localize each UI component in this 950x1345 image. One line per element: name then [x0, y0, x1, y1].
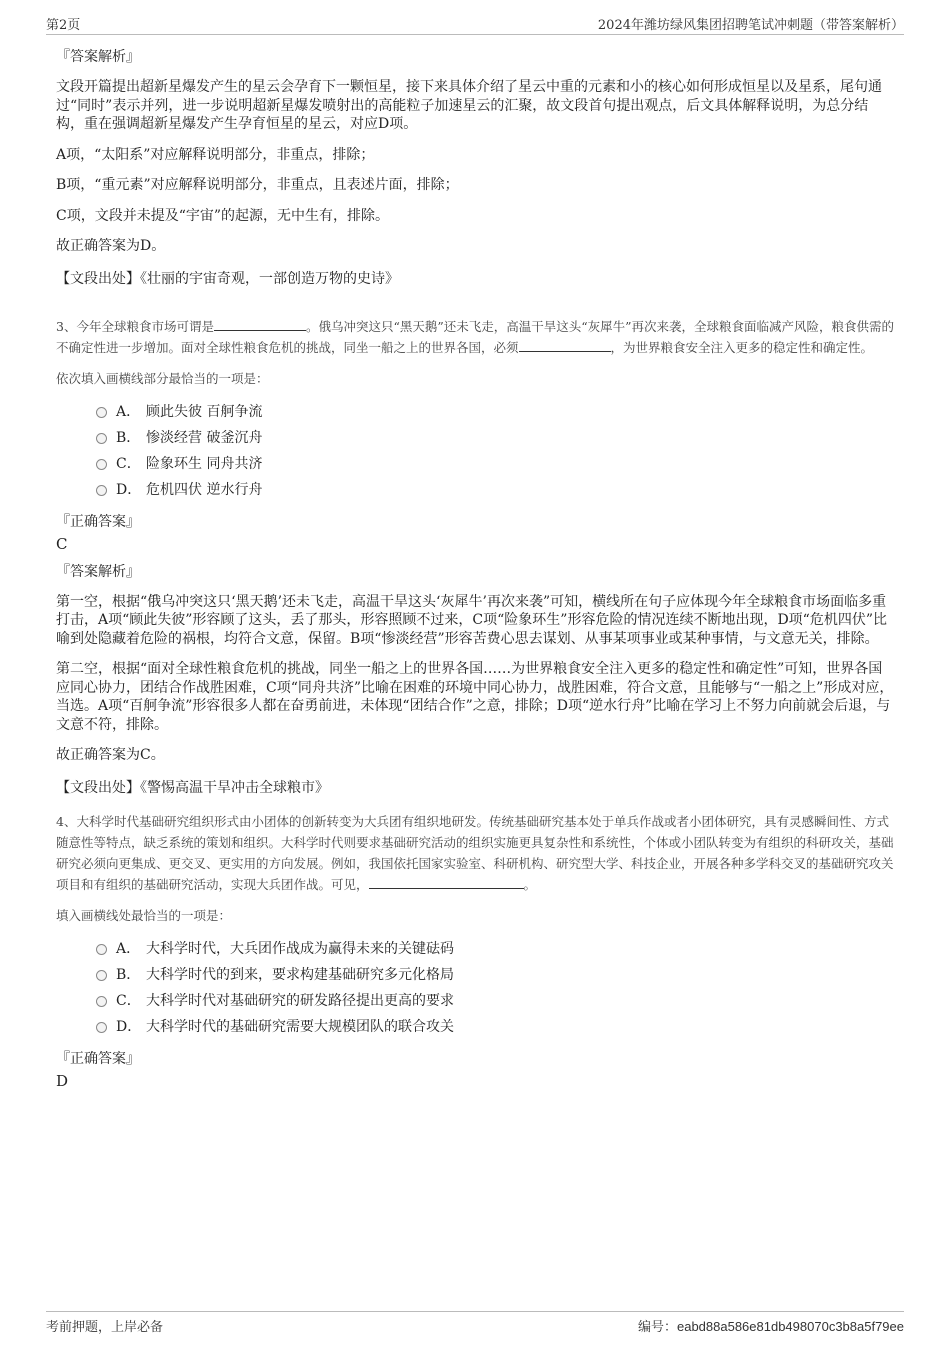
question-4-stem: 4、大科学时代基础研究组织形式由小团体的创新转变为大兵团有组织地研发。传统基础研究基本处于单兵作战或者小团体研究，具有灵感瞬间性、方式随意性等特点，缺乏系统的策划和组织。大科学时代则要求基础研究活动的组织实施更具复杂性和系统性，个体或小团队转变为有组织的科研攻关，基础研究必须向更集成、更交叉、更实用的方向发展。例如，我国依托国家实验室、科研机构、研究型大学、科技企业，开展各种多学科交叉的基础研究攻关项目和有组织的基础研究活动，实现大兵团作战。可见， 。	[56, 813, 894, 892]
question-3-stem: 3、今年全球粮食市场可谓是 。俄乌冲突这只“黑天鹅”还未飞走，高温干旱这头“灰犀牛”再次来袭，全球粮食面临减产风险，粮食供需的不确定性进一步增加。面对全球性粮食危机的挑战，同坐一船之上的世界各国，必须 ，为世界粮食安全注入更多的稳定性和确定性。	[56, 318, 895, 355]
analysis-option-a: A项，“太阳系”对应解释说明部分，非重点，排除；	[56, 146, 375, 163]
analysis-tag: 『答案解析』	[56, 563, 140, 580]
correct-answer: D	[56, 1071, 69, 1090]
radio-button[interactable]	[96, 970, 107, 981]
question-4-options	[96, 936, 896, 1040]
option-b[interactable]: B． 大科学时代的到来，要求构建基础研究多元化格局	[96, 962, 896, 988]
analysis-paragraph: 文段开篇提出超新星爆发产生的星云会孕育下一颗恒星，接下来具体介绍了星云中重的元素和小的核心如何形成恒星以及星系，尾句通过“同时”表示并列，进一步说明超新星爆发喷射出的高能粒子加速星云的汇聚，故文段首句提出观点，后文具体解释说明，为总分结构，重在强调超新星爆发产生孕育恒星的星云，对应D项。	[56, 79, 882, 132]
option-d[interactable]: D． 危机四伏 逆水行舟	[96, 477, 896, 503]
radio-button[interactable]	[96, 944, 107, 955]
analysis-option-b: B项，“重元素”对应解释说明部分，非重点，且表述片面，排除；	[56, 177, 459, 193]
analysis-paragraph-1: 第一空，根据“俄乌冲突这只‘黑天鹅’还未飞走，高温干旱这头‘灰犀牛’再次来袭”可知，横线所在句子应体现今年全球粮食市场面临多重打击，A项“顾此失彼”形容顾了这头，丢了那头，形容照顾不过来，C项“险象环生”形容危险的情况连续不断地出现，D项“危机四伏”比喻到处隐藏着危险的祸根，均符合文意，保留。B项“惨淡经营”形容苦费心思去谋划、从事某项事业或某种事情，与文意无关，排除。	[56, 593, 887, 647]
source-citation: 【文段出处】《壮丽的宇宙奇观，一部创造万物的史诗》	[56, 270, 399, 287]
page-footer	[46, 1311, 904, 1338]
option-b[interactable]: B． 惨淡经营 破釜沉舟	[96, 425, 896, 451]
radio-button[interactable]	[96, 1022, 107, 1033]
fill-blank	[369, 876, 524, 889]
option-a[interactable]: A． 顾此失彼 百舸争流	[96, 399, 896, 425]
conclusion: 故正确答案为C。	[56, 747, 165, 763]
option-d[interactable]: D． 大科学时代的基础研究需要大规模团队的联合攻关	[96, 1014, 896, 1040]
correct-answer-tag: 『正确答案』	[56, 1050, 140, 1067]
correct-answer: C	[56, 534, 68, 553]
radio-button[interactable]	[96, 433, 107, 444]
radio-button[interactable]	[96, 459, 107, 470]
radio-button[interactable]	[96, 996, 107, 1007]
correct-answer-tag: 『正确答案』	[56, 513, 140, 530]
question-3-instruction: 依次填入画横线部分最恰当的一项是：	[56, 370, 269, 386]
fill-blank	[214, 318, 306, 331]
conclusion: 故正确答案为D。	[56, 238, 166, 254]
option-c[interactable]: C． 大科学时代对基础研究的研发路径提出更高的要求	[96, 988, 896, 1014]
source-citation: 【文段出处】《警惕高温干旱冲击全球粮市》	[56, 779, 329, 796]
page-header	[46, 14, 904, 35]
radio-button[interactable]	[96, 485, 107, 496]
document-code: 编号：eabd88a586e81db498070c3b8a5f79ee	[637, 1319, 904, 1335]
page-content	[56, 46, 896, 1098]
footer-slogan: 考前押题，上岸必备	[46, 1320, 164, 1335]
analysis-option-c: C项，文段并未提及“宇宙”的起源，无中生有，排除。	[56, 207, 390, 224]
radio-button[interactable]	[96, 407, 107, 418]
option-a[interactable]: A． 大科学时代，大兵团作战成为赢得未来的关键砝码	[96, 936, 896, 962]
analysis-paragraph-2: 第二空，根据“面对全球性粮食危机的挑战，同坐一船之上的世界各国……为世界粮食安全注入更多的稳定性和确定性”可知，世界各国应同心协力，团结合作战胜困难，C项“同舟共济”比喻在困难的环境中同心协力，战胜困难，符合文意，且能够与“一船之上”形成对应，当选。A项“百舸争流”形容很多人都在奋勇前进，未体现“团结合作”之意，排除；D项“逆水行舟”比喻在学习上不努力向前就会后退，与文意不符，排除。	[56, 661, 894, 733]
analysis-tag: 『答案解析』	[56, 49, 140, 65]
page-number: 第2页	[46, 18, 81, 33]
question-4-instruction: 填入画横线处最恰当的一项是：	[56, 907, 232, 923]
question-3-options	[96, 399, 896, 503]
document-title: 2024年潍坊绿风集团招聘笔试冲刺题（带答案解析）	[597, 18, 904, 33]
option-c[interactable]: C． 险象环生 同舟共济	[96, 451, 896, 477]
fill-blank	[519, 339, 611, 352]
